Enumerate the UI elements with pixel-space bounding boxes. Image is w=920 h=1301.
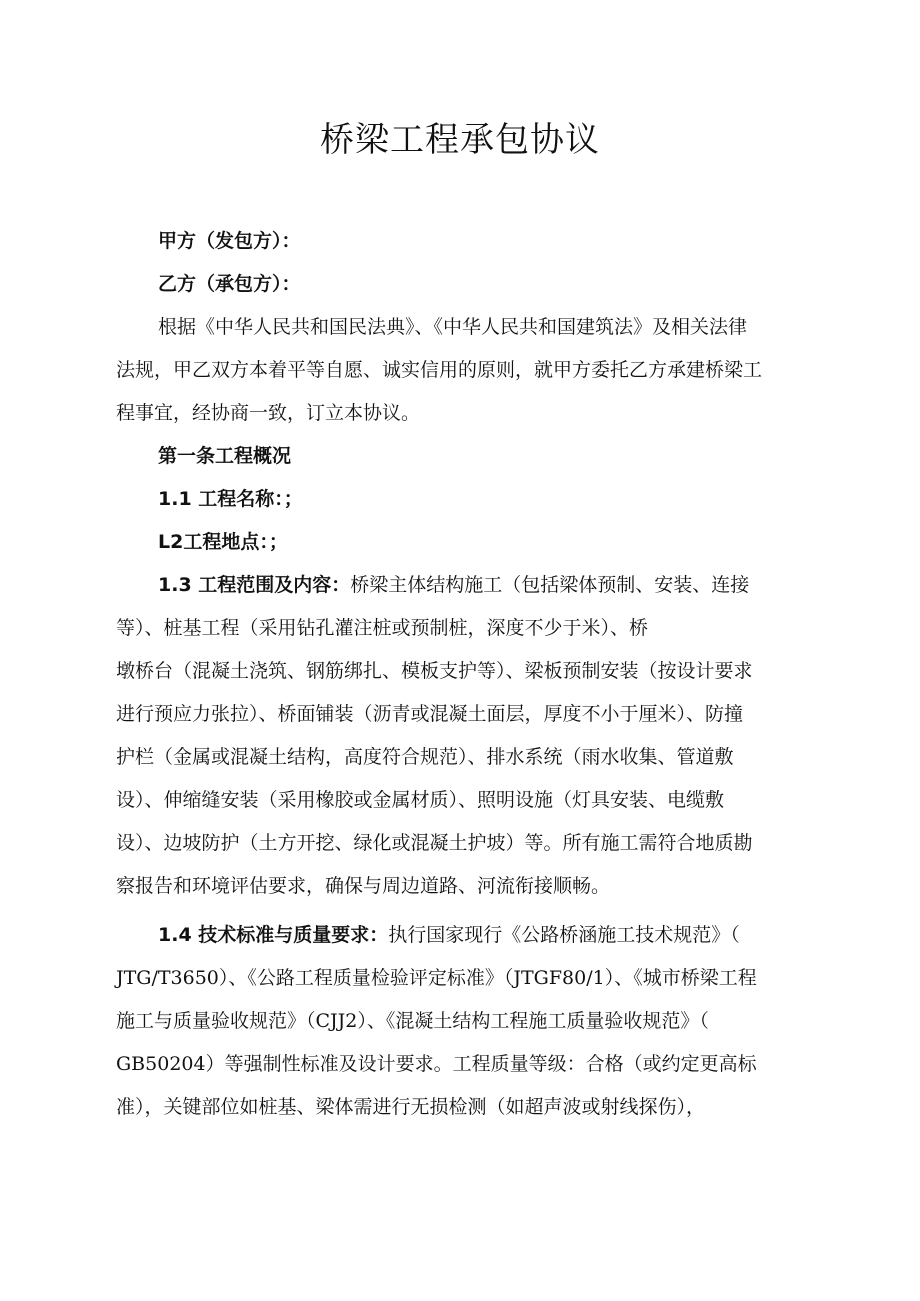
item-1-4-line: JTG/T3650）、《公路工程质量检验评定标准》（JTGF80/1）、《城市桥梁工程 [116, 967, 757, 989]
item-1-4-paragraph [116, 914, 808, 1129]
item-1-3-paragraph [116, 564, 808, 908]
item-1-4-line: 准），关键部位如桩基、梁体需进行无损检测（如超声波或射线探伤）， [116, 1096, 706, 1118]
item-1-3-text: 桥梁主体结构施工（包括梁体预制、安装、连接 [350, 574, 750, 596]
item-1-3-line: 墩桥台（混凝土浇筑、钢筋绑扎、模板支护等）、梁板预制安装（按设计要求 [116, 660, 753, 682]
item-1-4-label: 1.4 技术标准与质量要求： [158, 924, 389, 946]
item-1-2: L2工程地点：； [158, 531, 288, 553]
item-1-3-first-line [116, 564, 808, 607]
item-1-3-line: 等）、桩基工程（采用钻孔灌注桩或预制桩，深度不少于米）、桥 [116, 617, 649, 639]
item-1-3-label: 1.3 工程范围及内容： [158, 574, 351, 596]
item-1-3-line: 进行预应力张拉）、桥面铺装（沥青或混凝土面层，厚度不小于厘米）、防撞 [116, 703, 744, 725]
item-1-3-line: 设）、边坡防护（土方开挖、绿化或混凝土护坡）等。所有施工需符合地质勘 [116, 832, 753, 854]
intro-line: 法规，甲乙双方本着平等自愿、诚实信用的原则，就甲方委托乙方承建桥梁工 [116, 359, 763, 381]
document-body [116, 220, 808, 1129]
intro-paragraph [116, 306, 808, 435]
document-title: 桥梁工程承包协议 [320, 120, 600, 160]
item-1-3-line: 设）、伸缩缝安装（采用橡胶或金属材质）、照明设施（灯具安装、电缆敷 [116, 789, 725, 811]
item-1-1: 1.1 工程名称：； [158, 488, 303, 510]
intro-line: 根据《中华人民共和国民法典》、《中华人民共和国建筑法》及相关法律 [158, 316, 748, 338]
item-1-4-line: 施工与质量验收规范》（CJJ2）、《混凝土结构工程施工质量验收规范》（ [116, 1010, 709, 1032]
item-1-4-text: 执行国家现行《公路桥涵施工技术规范》（ [388, 924, 740, 946]
item-1-4-first-line [116, 914, 808, 957]
party-a-line: 甲方（发包方）： [158, 230, 301, 252]
item-1-3-line: 察报告和环境评估要求，确保与周边道路、河流衔接顺畅。 [116, 875, 611, 897]
item-1-3-line: 护栏（金属或混凝土结构，高度符合规范）、排水系统（雨水收集、管道敷 [116, 746, 734, 768]
party-b-line: 乙方（承包方）： [158, 273, 301, 295]
intro-line: 程事宜，经协商一致，订立本协议。 [116, 402, 421, 424]
item-1-4-line: GB50204）等强制性标准及设计要求。工程质量等级：合格（或约定更高标 [116, 1053, 757, 1075]
article-1-heading: 第一条工程概况 [158, 445, 292, 467]
